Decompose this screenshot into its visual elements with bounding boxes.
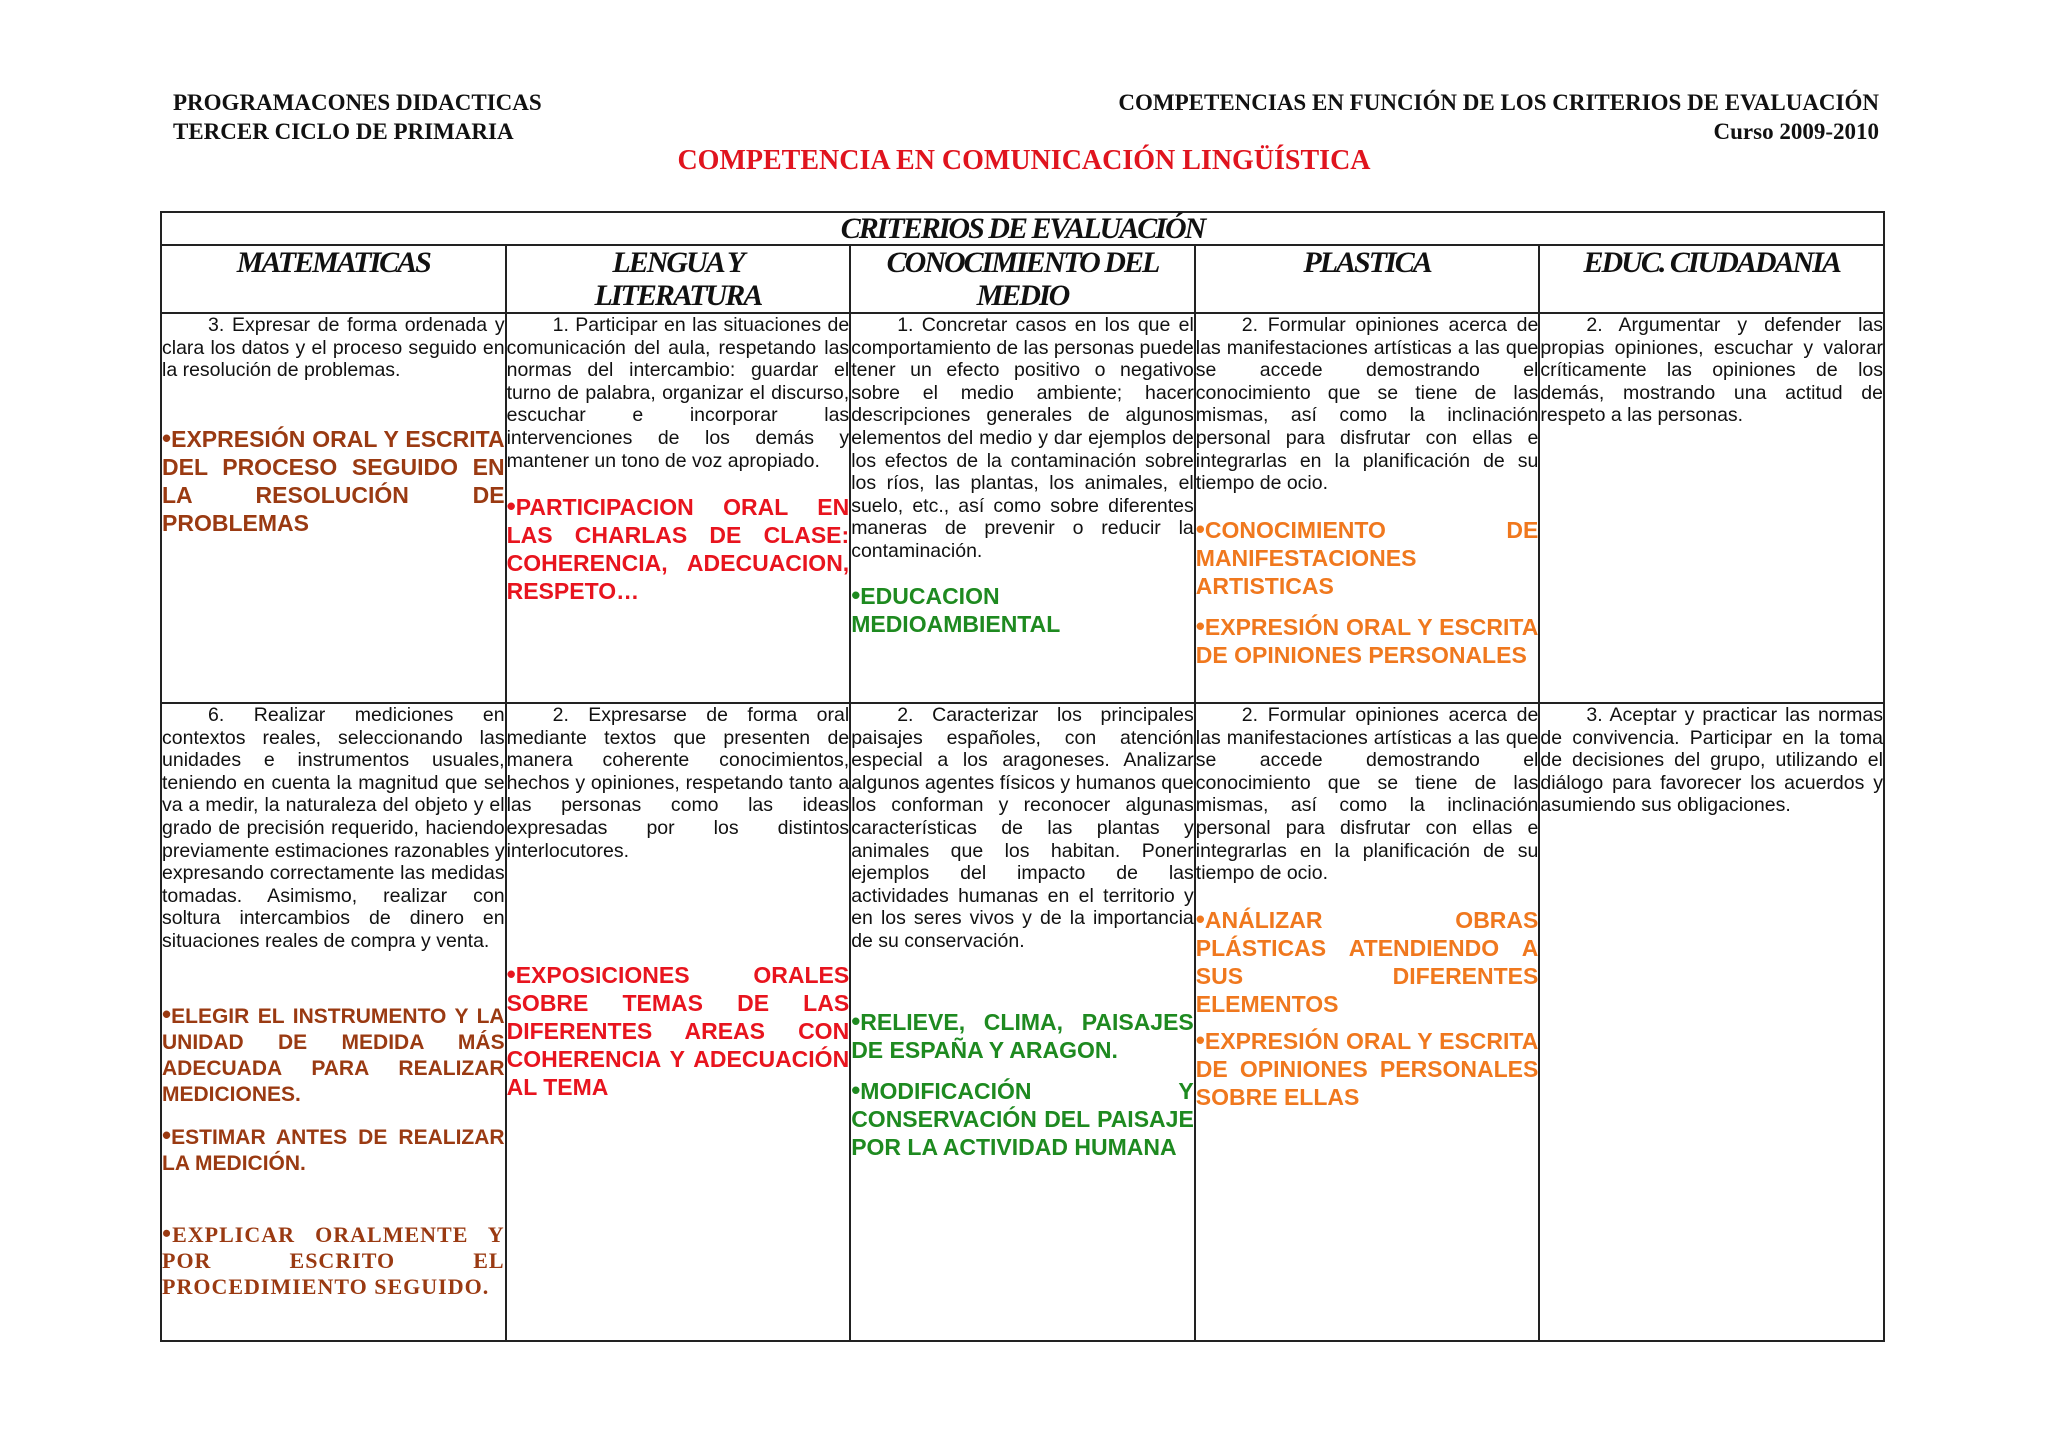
- column-header-lengua: LENGUA Y LITERATURA: [506, 245, 851, 313]
- competence-bullet: •ELEGIR EL INSTRUMENTO Y LA UNIDAD DE MEDIDA MÁS ADECUADA PARA REALIZAR MEDICIONES.: [162, 998, 505, 1106]
- competence-bullet: •EDUCACION MEDIOAMBIENTAL: [851, 579, 1061, 637]
- criterion-text: 1. Concretar casos en los que el comportamiento de las personas puede tener un efecto positivo o negativo sobre el medio ambiente; hacer descripciones generales de algunos elementos del medio y dar ejemplos de los efectos de la contaminación sobre los ríos, las plantas, los animales, el suelo, etc., así como sobre diferentes maneras de prevenir o reducir la contaminación.: [851, 314, 1194, 562]
- competence-bullet: •ESTIMAR ANTES DE REALIZAR LA MEDICIÓN.: [162, 1119, 505, 1175]
- page-title: COMPETENCIA EN COMUNICACIÓN LINGÜÍSTICA: [677, 145, 1371, 176]
- criterion-text: 2. Argumentar y defender las propias opiniones, escuchar y valorar críticamente las opiniones de los demás, mostrando una actitud de respeto a las personas.: [1540, 314, 1883, 427]
- cell-matematicas: [161, 703, 506, 1341]
- header-left: [173, 88, 542, 146]
- criterion-text: 2. Formular opiniones acerca de las manifestaciones artísticas a las que se accede demostrando el conocimiento que se tiene de las mismas, así como la inclinación personal para disfrutar con ellas e integrarlas en la planificación de su tiempo de ocio.: [1195, 704, 1539, 885]
- competence-bullet: •EXPRESIÓN ORAL Y ESCRITA DE OPINIONES PERSONALES SOBRE ELLAS: [1195, 1024, 1539, 1110]
- competence-bullet: •CONOCIMIENTO DE MANIFESTACIONES ARTISTICAS: [1195, 513, 1539, 599]
- cell-plastica: [1195, 703, 1540, 1341]
- column-header-medio: CONOCIMIENTO DEL MEDIO: [850, 245, 1195, 313]
- competence-bullet: •RELIEVE, CLIMA, PAISAJES DE ESPAÑA Y ARAGON.: [851, 1005, 1194, 1063]
- cell-matematicas: [161, 313, 506, 703]
- column-header-plastica: PLASTICA: [1195, 245, 1540, 313]
- criterion-text: 2. Expresarse de forma oral mediante textos que presenten de manera coherente conocimientos, hechos y opiniones, respetando tanto a las personas como las ideas expresadas por los distintos interlocutores.: [506, 704, 850, 862]
- header-cycle-label: TERCER CICLO DE PRIMARIA: [173, 119, 514, 144]
- header-right: [1118, 88, 1879, 146]
- criterion-text: 1. Participar en las situaciones de comunicación del aula, respetando las normas del intercambio: guardar el turno de palabra, organizar el discurso, escuchar e incorporar las intervenciones de los demás y mantener un tono de voz apropiado.: [506, 314, 850, 472]
- header-competencias-label: COMPETENCIAS EN FUNCIÓN DE LOS CRITERIOS DE EVALUACIÓN: [1118, 90, 1879, 115]
- table-row: [161, 313, 1884, 703]
- column-header-matematicas: MATEMATICAS: [161, 245, 506, 313]
- criteria-table: [160, 211, 1885, 1342]
- header-program-label: PROGRAMACONES DIDACTICAS: [173, 90, 542, 115]
- column-header-ciudadania: EDUC. CIUDADANIA: [1539, 245, 1884, 313]
- cell-ciudadania: [1539, 313, 1884, 703]
- header-course-label: Curso 2009-2010: [1713, 119, 1879, 144]
- competence-bullet: •MODIFICACIÓN Y CONSERVACIÓN DEL PAISAJE POR LA ACTIVIDAD HUMANA: [851, 1074, 1194, 1160]
- competence-bullet: •EXPLICAR ORALMENTE Y POR ESCRITO EL PROCEDIMIENTO SEGUIDO.: [162, 1218, 505, 1299]
- criterion-text: 2. Formular opiniones acerca de las manifestaciones artísticas a las que se accede demostrando el conocimiento que se tiene de las mismas, así como la inclinación personal para disfrutar con ellas e integrarlas en la planificación de su tiempo de ocio.: [1195, 314, 1539, 495]
- criterion-text: 6. Realizar mediciones en contextos reales, seleccionando las unidades e instrumentos usuales, teniendo en cuenta la magnitud que se va a medir, la naturaleza del objeto y el grado de precisión requerido, haciendo previamente estimaciones razonables y expresando correctamente las medidas tomadas. Asimismo, realizar con soltura intercambios de dinero en situaciones reales de compra y venta.: [162, 704, 505, 952]
- cell-medio: [850, 703, 1195, 1341]
- cell-ciudadania: [1539, 703, 1884, 1341]
- competence-bullet: •EXPRESIÓN ORAL Y ESCRITA DEL PROCESO SEGUIDO EN LA RESOLUCIÓN DE PROBLEMAS: [162, 422, 505, 536]
- criterion-text: 2. Caracterizar los principales paisajes españoles, con atención especial a los aragoneses. Analizar algunos agentes físicos y humanos que los conforman y reconocer algunas características de las plantas y animales que los habitan. Poner ejemplos del impacto de las actividades humanas en el territorio y en los seres vivos y de la importancia de su conservación.: [851, 704, 1194, 952]
- competence-bullet: •EXPOSICIONES ORALES SOBRE TEMAS DE LAS DIFERENTES AREAS CON COHERENCIA Y ADECUACIÓN AL TEMA: [506, 959, 850, 1101]
- criterion-text: 3. Aceptar y practicar las normas de convivencia. Participar en la toma de decisiones del grupo, utilizando el diálogo para favorecer los acuerdos y asumiendo sus obligaciones.: [1540, 704, 1883, 817]
- cell-medio: [850, 313, 1195, 703]
- cell-plastica: [1195, 313, 1540, 703]
- table-title: CRITERIOS DE EVALUACIÓN: [161, 212, 1884, 245]
- criterion-text: 3. Expresar de forma ordenada y clara los datos y el proceso seguido en la resolución de problemas.: [162, 314, 505, 382]
- cell-lengua: [506, 313, 851, 703]
- table-row: [161, 703, 1884, 1341]
- cell-lengua: [506, 703, 851, 1341]
- competence-bullet: •PARTICIPACION ORAL EN LAS CHARLAS DE CLASE: COHERENCIA, ADECUACION, RESPETO…: [506, 491, 850, 605]
- competence-bullet: •ANÁLIZAR OBRAS PLÁSTICAS ATENDIENDO A SUS DIFERENTES ELEMENTOS: [1195, 903, 1539, 1017]
- competence-bullet: •EXPRESIÓN ORAL Y ESCRITA DE OPINIONES PERSONALES: [1195, 610, 1539, 668]
